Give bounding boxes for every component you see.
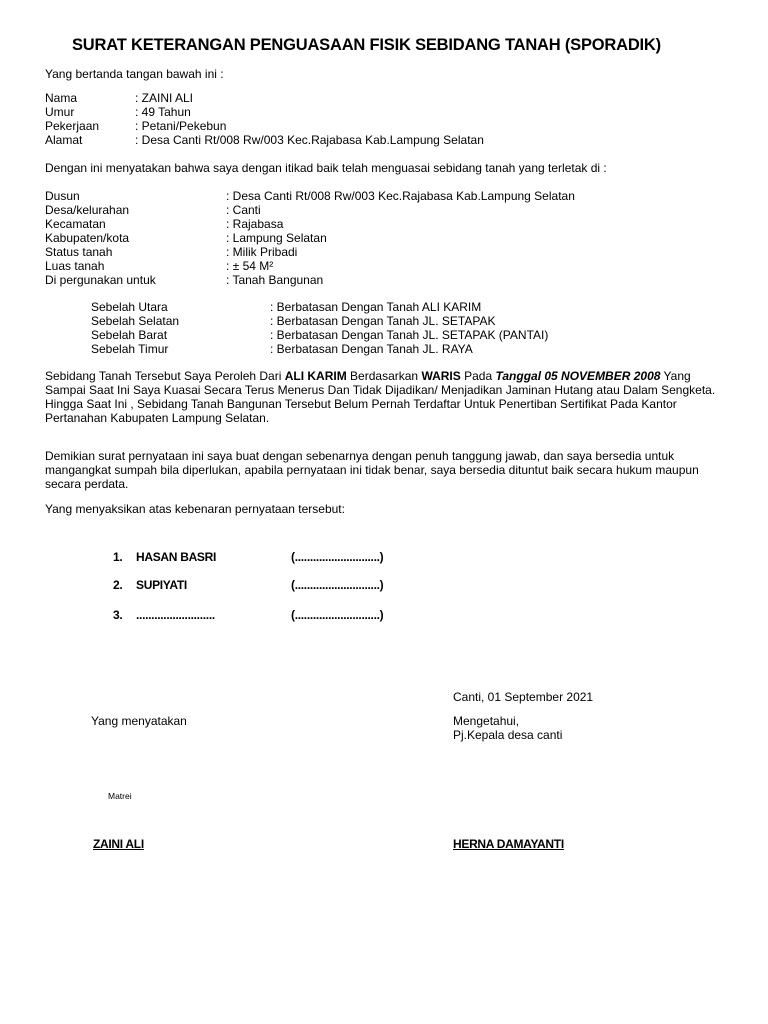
witness-number: 2. (113, 578, 123, 592)
origin-text-1: Sebidang Tanah Tersebut Saya Peroleh Dari (45, 369, 285, 383)
witness-number: 1. (113, 550, 123, 564)
border-label: Sebelah Utara (91, 300, 168, 314)
land-value: : ± 54 M² (226, 259, 274, 273)
land-value: : Desa Canti Rt/008 Rw/003 Kec.Rajabasa Kab.Lampung Selatan (226, 189, 575, 203)
official-name: HERNA DAMAYANTI (453, 837, 564, 851)
identity-value: : Desa Canti Rt/008 Rw/003 Kec.Rajabasa Kab.Lampung Selatan (135, 133, 484, 147)
land-label: Desa/kelurahan (45, 203, 130, 217)
land-value: : Rajabasa (226, 217, 284, 231)
land-value: : Milik Pribadi (226, 245, 298, 259)
acknowledged-label: Mengetahui, (453, 714, 520, 728)
border-value: : Berbatasan Dengan Tanah JL. RAYA (270, 342, 473, 356)
identity-value: : Petani/Pekebun (135, 119, 227, 133)
origin-basis: WARIS (421, 369, 461, 383)
land-value: : Lampung Selatan (226, 231, 327, 245)
origin-from-name: ALI KARIM (284, 369, 347, 383)
witness-intro: Yang menyaksikan atas kebenaran pernyataan tersebut: (45, 502, 345, 516)
origin-text-4: Yang Sampai Saat Ini Saya Kuasai Secara Terus Menerus Dan Tidak Dijadikan/ Menjadikan Jaminan Hutang atau Dalam Sengketa. Hingga Saat Ini , Sebidang Tanah Bangunan Tersebut Belum Pernah Terdaftar Untuk Penertiban Sertifikat Pada Kantor Pertanahan Kabupaten Lampung Selatan. (45, 369, 716, 425)
witness-signature: (............................) (291, 608, 384, 622)
land-label: Dusun (45, 189, 80, 203)
border-value: : Berbatasan Dengan Tanah JL. SETAPAK (PANTAI) (270, 328, 549, 342)
identity-value: : ZAINI ALI (135, 91, 194, 105)
land-label: Kecamatan (45, 217, 106, 231)
border-label: Sebelah Selatan (91, 314, 180, 328)
witness-signature: (............................) (291, 550, 384, 564)
declarant-name: ZAINI ALI (93, 837, 144, 851)
origin-text-3: Pada (460, 369, 496, 383)
statement-text: Dengan ini menyatakan bahwa saya dengan itikad baik telah menguasai sebidang tanah yang terletak di : (45, 161, 607, 175)
origin-paragraph (45, 369, 725, 425)
declarant-label: Yang menyatakan (91, 714, 187, 728)
intro-text: Yang bertanda tangan bawah ini : (45, 67, 224, 81)
witness-signature: (............................) (291, 578, 384, 592)
identity-label: Alamat (45, 133, 83, 147)
border-label: Sebelah Barat (91, 328, 168, 342)
witness-name: .......................... (136, 608, 215, 622)
official-title: Pj.Kepala desa canti (453, 728, 563, 742)
land-value: : Tanah Bangunan (226, 273, 324, 287)
land-value: : Canti (226, 203, 261, 217)
origin-date: Tanggal 05 NOVEMBER 2008 (495, 369, 661, 383)
document-title: SURAT KETERANGAN PENGUASAAN FISIK SEBIDANG TANAH (SPORADIK) (72, 36, 661, 54)
witness-name: HASAN BASRI (136, 550, 217, 564)
border-value: : Berbatasan Dengan Tanah ALI KARIM (270, 300, 482, 314)
land-label: Status tanah (45, 245, 113, 259)
land-label: Di pergunakan untuk (45, 273, 156, 287)
identity-value: : 49 Tahun (135, 105, 191, 119)
identity-label: Umur (45, 105, 75, 119)
identity-label: Nama (45, 91, 78, 105)
stamp-label: Matrei (108, 791, 132, 801)
place-date: Canti, 01 September 2021 (453, 690, 594, 704)
border-label: Sebelah Timur (91, 342, 169, 356)
origin-text-2: Berdasarkan (346, 369, 422, 383)
declaration-paragraph: Demikian surat pernyataan ini saya buat dengan sebenarnya dengan penuh tanggung jawab, dan saya bersedia untuk mangangkat sumpah bila diperlukan, apabila pernyataan ini tidak benar, saya bersedia dituntut baik secara hukum maupun secara perdata. (45, 449, 699, 491)
witness-name: SUPIYATI (136, 578, 187, 592)
identity-label: Pekerjaan (45, 119, 100, 133)
land-label: Kabupaten/kota (45, 231, 130, 245)
border-value: : Berbatasan Dengan Tanah JL. SETAPAK (270, 314, 496, 328)
witness-number: 3. (113, 608, 123, 622)
land-label: Luas tanah (45, 259, 105, 273)
